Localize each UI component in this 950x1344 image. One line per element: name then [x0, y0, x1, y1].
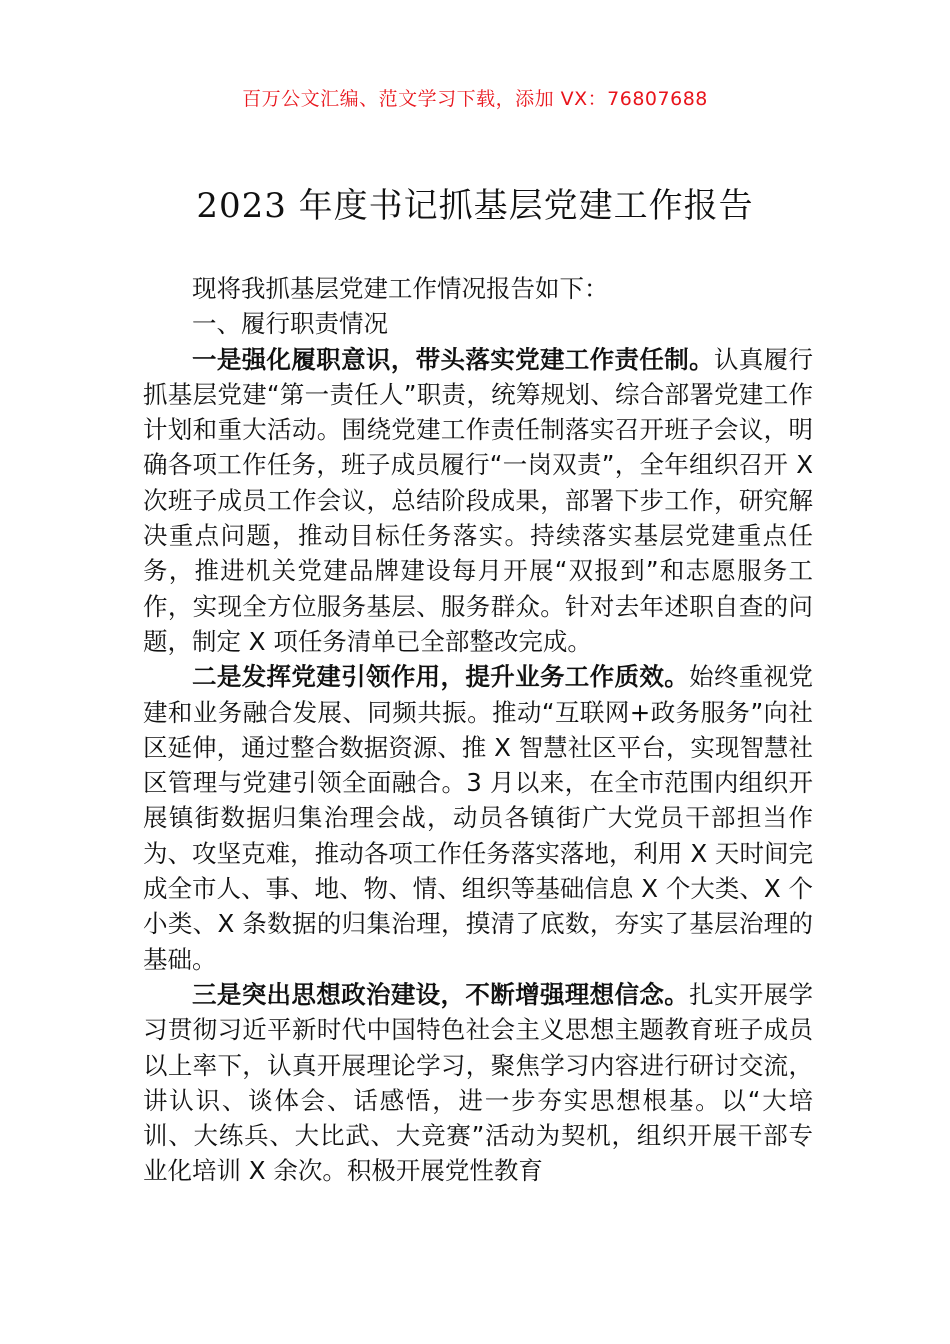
- paragraph-lead: 三是突出思想政治建设，不断增强理想信念。: [192, 979, 690, 1009]
- paragraph-text: 认真履行抓基层党建“第一责任人”职责，统筹规划、综合部署党建工作计划和重大活动。围绕党建工作责任制落实召开班子会议，明确各项工作任务，班子成员履行“一岗双责”，全年组织召开 X 次班子成员工作会议，总结阶段成果，部署下步工作，研究解决重点问题，推动目标任务落实。持续落实基层党建重点任务，推进机关党建品牌建设每月开展“双报到”和志愿服务工作，实现全方位服务基层、服务群众。针对去年述职自查的问题，制定 X 项任务清单已全部整改完成。: [143, 344, 813, 656]
- document-title: 2023 年度书记抓基层党建工作报告: [196, 186, 754, 226]
- header-note: 百万公文汇编、范文学习下载，添加 VX：76807688: [242, 88, 708, 110]
- body-paragraph: [143, 977, 813, 1189]
- paragraph-lead: 二是发挥党建引领作用，提升业务工作质效。: [192, 662, 690, 692]
- section-heading: 一、履行职责情况: [192, 309, 388, 339]
- body-paragraph: [143, 342, 813, 660]
- body-paragraph: [143, 659, 813, 977]
- paragraph-lead: 一是强化履职意识，带头落实党建工作责任制。: [192, 344, 714, 374]
- paragraph-text: 扎实开展学习贯彻习近平新时代中国特色社会主义思想主题教育班子成员以上率下，认真开展理论学习，聚焦学习内容进行研讨交流，讲认识、谈体会、话感悟，进一步夯实思想根基。以“大培训、大练兵、大比武、大竞赛”活动为契机，组织开展干部专业化培训 X 余次。积极开展党性教育: [143, 979, 814, 1186]
- paragraph-text: 始终重视党建和业务融合发展、同频共振。推动“互联网+政务服务”向社区延伸，通过整合数据资源、推 X 智慧社区平台，实现智慧社区管理与党建引领全面融合。3 月以来，在全市范围内组织开展镇街数据归集治理会战，动员各镇街广大党员干部担当作为、攻坚克难，推动各项工作任务落实落地，利用 X 天时间完成全市人、事、地、物、情、组织等基础信息 X 个大类、X 个小类、X 条数据的归集治理，摸清了底数，夯实了基层治理的基础。: [143, 662, 814, 974]
- document-body: [143, 271, 813, 1189]
- intro-paragraph: 现将我抓基层党建工作情况报告如下：: [192, 274, 609, 303]
